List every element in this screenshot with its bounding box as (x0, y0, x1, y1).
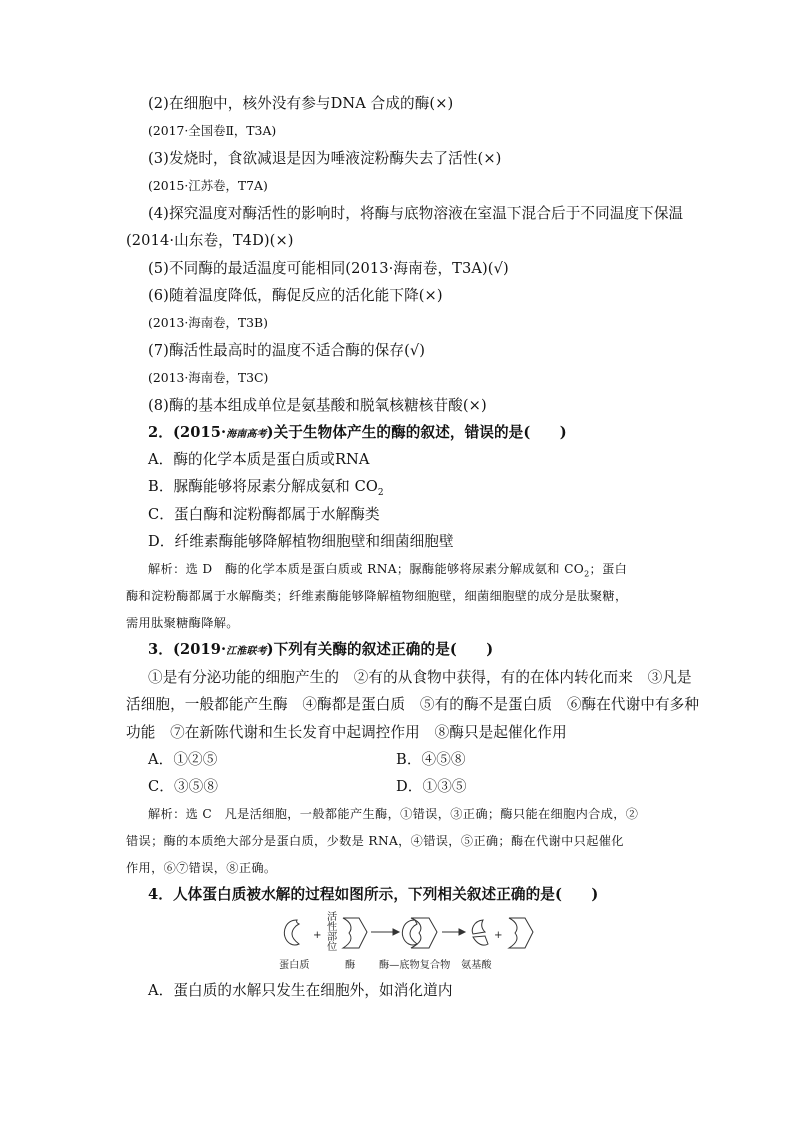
enzyme-released-icon (509, 918, 533, 948)
q2-analysis-tail: ；蛋白 (589, 562, 628, 576)
q3-stem-text: )下列有关酶的叙述正确的是( ) (266, 641, 494, 658)
active-site-char-1: 活 (327, 912, 338, 923)
q2-option-b (148, 480, 384, 498)
q3-analysis-line-2: 错误；酶的本质绝大部分是蛋白质，少数是 RNA，④错误，⑤正确；酶在代谢中只起催化 (126, 834, 624, 848)
enzyme-substrate-complex-icon (402, 918, 437, 948)
item-2: (2)在细胞中，核外没有参与DNA 合成的酶(×) (148, 95, 454, 112)
active-site-char-2: 性 (327, 922, 338, 933)
q3-option-c: C．③⑤⑧ (148, 778, 219, 795)
amino-acid-fragments-icon (472, 920, 488, 945)
label-protein: 蛋白质 (279, 960, 310, 971)
q2-stem-text: )关于生物体产生的酶的叙述，错误的是( ) (266, 424, 567, 441)
item-8: (8)酶的基本组成单位是氨基酸和脱氧核糖核苷酸(×) (148, 397, 487, 414)
q2-analysis-text-1: 解析：选 D 酶的化学本质是蛋白质或 RNA；脲酶能够将尿素分解成氨和 CO (148, 562, 585, 576)
item-3-source: (2015·江苏卷，T7A) (148, 178, 268, 193)
plus-sign-2: + (494, 930, 503, 941)
q2-number: 2．(2015· (148, 424, 227, 441)
q3-stem (148, 643, 493, 658)
label-complex: 酶—底物复合物 (379, 960, 451, 971)
label-amino-acid: 氨基酸 (461, 960, 492, 971)
q4-option-a: A．蛋白质的水解只发生在细胞外，如消化道内 (148, 982, 453, 999)
q3-statement-line-2: 活细胞，一般都能产生酶 ④酶都是蛋白质 ⑤有的酶不是蛋白质 ⑥酶在代谢中有多种 (126, 696, 700, 713)
q2-stem (148, 426, 567, 441)
q3-statement-line-3: 功能 ⑦在新陈代谢和生长发育中起调控作用 ⑧酶只是起催化作用 (126, 724, 567, 741)
q2-analysis-line-2: 酶和淀粉酶都属于水解酶类；纤维素酶能够降解植物细胞壁，细菌细胞壁的成分是肽聚糖， (126, 589, 628, 603)
item-4-source: (2014·山东卷，T4D)(×) (126, 232, 294, 249)
item-7-source: (2013·海南卷，T3C) (148, 370, 269, 385)
q3-option-a: A．①②⑤ (148, 751, 218, 768)
q2-option-a: A．酶的化学本质是蛋白质或RNA (148, 451, 370, 468)
q2-option-d: D．纤维素酶能够降解植物细胞壁和细菌细胞壁 (148, 533, 454, 550)
active-site-char-3: 部 (327, 932, 338, 943)
enzyme-shape-icon (343, 918, 367, 948)
arrow-icon (371, 929, 399, 935)
q2-source-tag: 海南高考 (226, 429, 267, 440)
item-6-source: (2013·海南卷，T3B) (148, 315, 268, 330)
q2-analysis-line-1 (148, 563, 627, 578)
q3-analysis-line-3: 作用，⑥⑦错误，⑧正确。 (126, 861, 277, 875)
q3-option-d: D．①③⑤ (396, 778, 467, 795)
active-site-char-4: 位 (327, 942, 338, 953)
q3-statement-line-1: ①是有分泌功能的细胞产生的 ②有的从食物中获得，有的在体内转化而来 ③凡是 (148, 669, 692, 686)
q2-option-b-text: B．脲酶能够将尿素分解成氨和 CO (148, 478, 378, 495)
item-7: (7)酶活性最高时的温度不适合酶的保存(√) (148, 342, 426, 359)
q3-number: 3．(2019· (148, 641, 227, 658)
label-enzyme: 酶 (345, 960, 356, 971)
q4-stem: 4．人体蛋白质被水解的过程如图所示，下列相关叙述正确的是( ) (148, 886, 599, 903)
protein-shape-icon (284, 920, 299, 945)
item-3: (3)发烧时，食欲减退是因为唾液淀粉酶失去了活性(×) (148, 150, 502, 167)
item-2-source: (2017·全国卷Ⅱ，T3A) (148, 123, 277, 138)
item-4: (4)探究温度对酶活性的影响时，将酶与底物溶液在室温下混合后于不同温度下保温 (148, 205, 684, 222)
q3-option-b: B．④⑤⑧ (396, 751, 466, 768)
q2-analysis-sub: 2 (584, 569, 590, 579)
q2-analysis-line-3: 需用肽聚糖酶降解。 (126, 616, 239, 630)
q2-option-b-sub: 2 (377, 487, 384, 498)
q3-source-tag: 江淮联考 (226, 646, 267, 657)
q3-analysis-line-1: 解析：选 C 凡是活细胞，一般都能产生酶，①错误，③正确；酶只能在细胞内合成，② (148, 807, 639, 821)
item-6: (6)随着温度降低，酶促反应的活化能下降(×) (148, 287, 443, 304)
arrow-icon-2 (442, 929, 465, 935)
item-5: (5)不同酶的最适温度可能相同(2013·海南卷，T3A)(√) (148, 260, 509, 277)
plus-sign-1: + (313, 930, 322, 941)
q2-option-c: C．蛋白酶和淀粉酶都属于水解酶类 (148, 506, 380, 523)
protein-hydrolysis-diagram (275, 910, 545, 974)
